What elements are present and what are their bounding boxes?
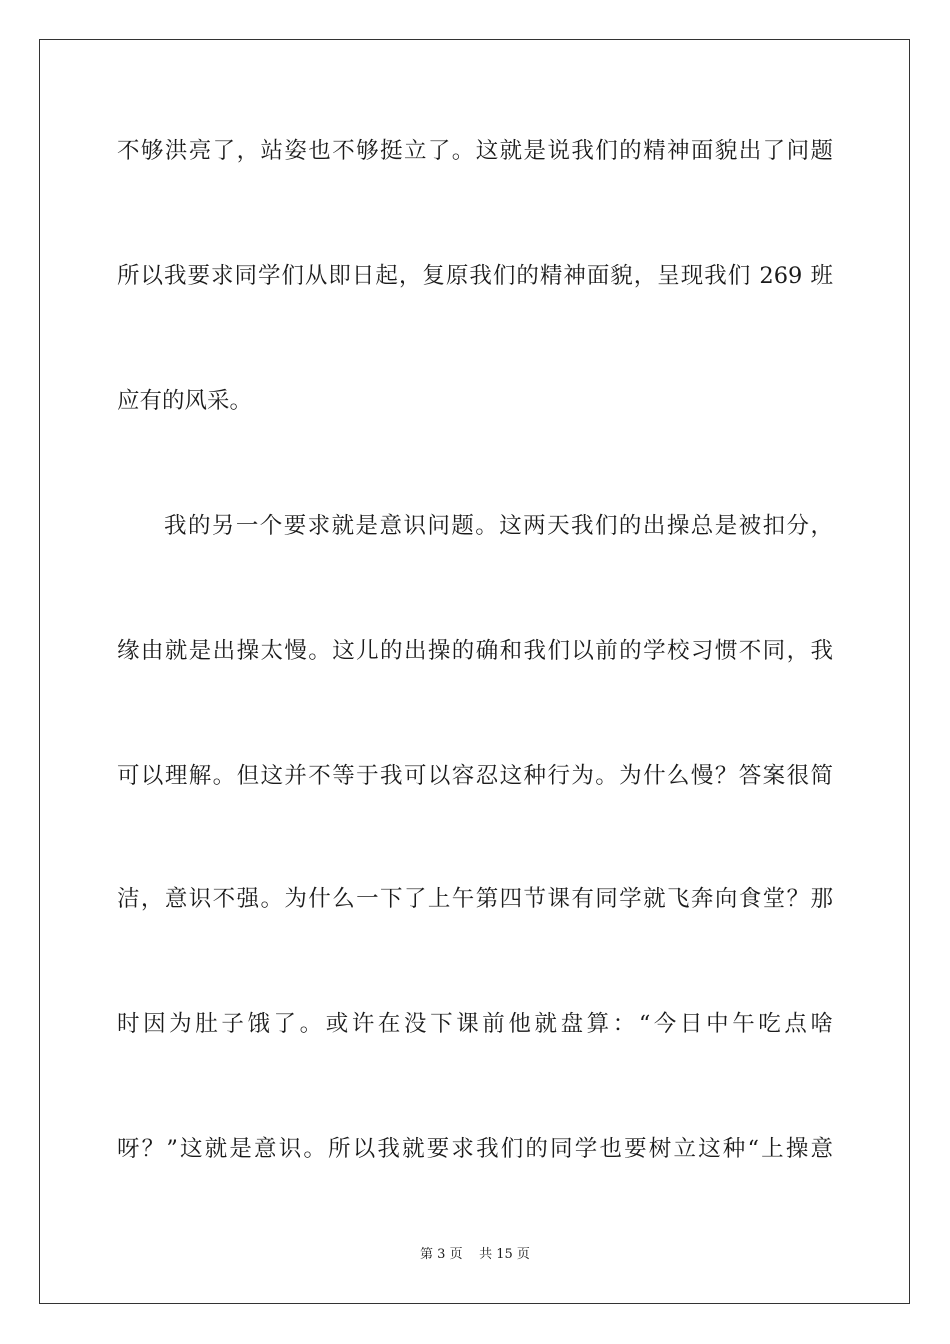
page-frame — [39, 39, 910, 1304]
text-line-3: 应有的风采。 — [117, 388, 253, 414]
text-line-7: 洁，意识不强。为什么一下了上午第四节课有同学就飞奔向食堂？那 — [117, 886, 833, 912]
text-line-9: 呀？”这就是意识。所以我就要求我们的同学也要树立这种“上操意 — [117, 1136, 833, 1162]
text-line-1: 不够洪亮了，站姿也不够挺立了。这就是说我们的精神面貌出了问题 — [117, 138, 833, 164]
page-footer — [0, 1246, 950, 1264]
text-line-5: 缘由就是出操太慢。这儿的出操的确和我们以前的学校习惯不同，我 — [117, 638, 833, 664]
text-line-2: 所以我要求同学们从即日起，复原我们的精神面貌，呈现我们 269 班 — [117, 263, 833, 289]
text-line-6: 可以理解。但这并不等于我可以容忍这种行为。为什么慢？答案很简 — [117, 763, 833, 789]
page-number: 第 3 页 — [420, 1247, 463, 1262]
text-line-8: 时因为肚子饿了。或许在没下课前他就盘算：“今日中午吃点啥 — [117, 1011, 833, 1037]
text-line-4: 我的另一个要求就是意识问题。这两天我们的出操总是被扣分， — [164, 513, 833, 539]
page-total: 共 15 页 — [479, 1247, 530, 1262]
